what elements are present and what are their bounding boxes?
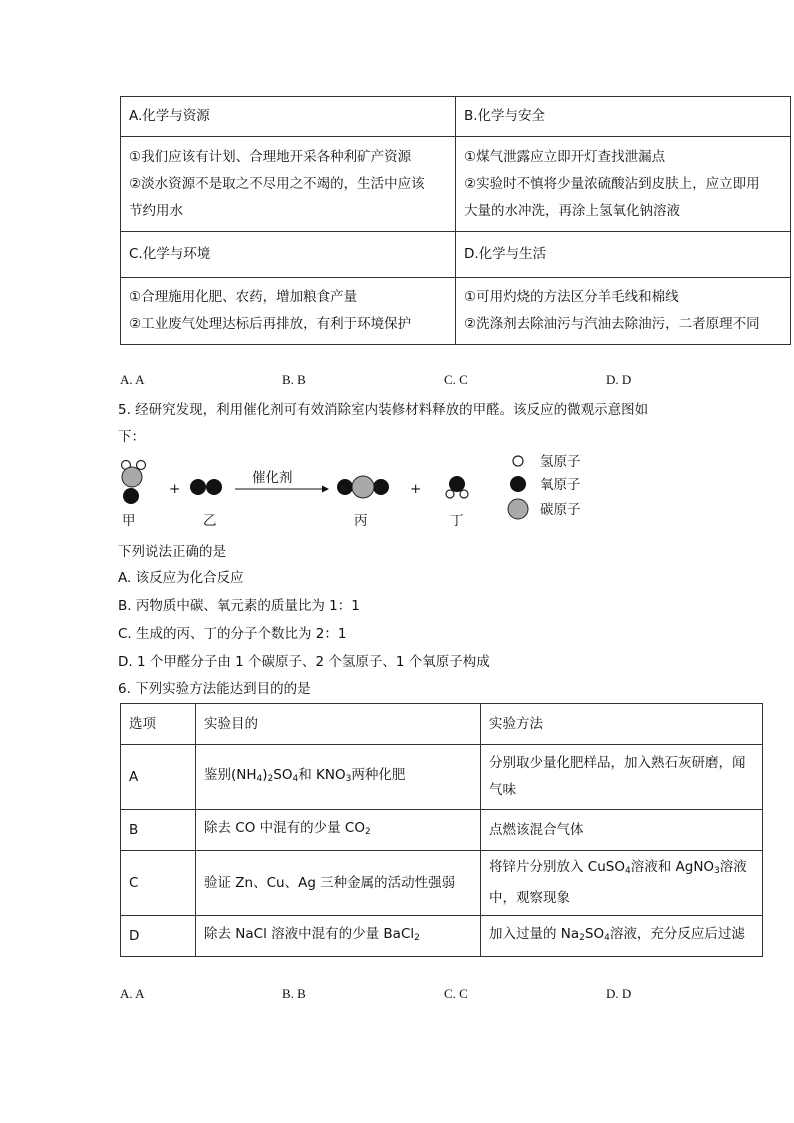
- q5-option-d: D. 1 个甲醛分子由 1 个碳原子、2 个氢原子、1 个氧原子构成: [118, 654, 490, 670]
- q5-option-b: B. 丙物质中碳、氧元素的质量比为 1：1: [118, 598, 360, 614]
- legend-oxygen-label: 氧原子: [540, 477, 581, 493]
- q4-c-line-1: ①合理施用化肥、农药，增加粮食产量: [129, 289, 358, 305]
- q6-row-a-goal: 鉴别$(NH_4)_2SO_4$和 $KNO_3$两种化肥: [196, 745, 481, 810]
- q4-cell-c-title: C.化学与环境: [121, 232, 456, 278]
- q6-choice-a: A. A: [120, 986, 145, 1001]
- q5-prompt: 下列说法正确的是: [118, 544, 226, 560]
- q4-cell-a-title: A.化学与资源: [121, 97, 456, 137]
- q6-row-b-method: 点燃该混合气体: [481, 810, 763, 851]
- table-row: [121, 851, 763, 916]
- q4-d-line-1: ①可用灼烧的方法区分羊毛线和棉线: [464, 289, 679, 305]
- oxygen-legend-icon: [510, 476, 526, 492]
- carbon-atom: [352, 476, 374, 498]
- q4-cell-d-title: D.化学与生活: [456, 232, 791, 278]
- oxygen-atom: [190, 479, 206, 495]
- q4-cell-c-content: [121, 278, 456, 345]
- q4-cell-d-content: [456, 278, 791, 345]
- q6-row-d-goal: 除去 NaCl 溶液中混有的少量 BaCl$_2$: [196, 916, 481, 957]
- q4-cell-a-content: [121, 137, 456, 232]
- q6-stem: 6. 下列实验方法能达到目的的是: [118, 681, 311, 697]
- molecule-jia: [122, 461, 146, 505]
- oxygen-atom: [206, 479, 222, 495]
- q6-row-c-goal: 验证 Zn、Cu、Ag 三种金属的活动性强弱: [196, 851, 481, 916]
- q6-row-c-option: C: [121, 851, 196, 916]
- hydrogen-legend-icon: [513, 456, 523, 466]
- q6-row-d-method: 加入过量的 $Na_2SO_4$溶液，充分反应后过滤: [481, 916, 763, 957]
- hydrogen-atom: [446, 490, 454, 498]
- q4-b-line-1: ①煤气泄露应立即开灯查找泄漏点: [464, 148, 666, 165]
- table-row: [121, 916, 763, 957]
- q4-d-line-2: ②洗涤剂去除油污与汽油去除油污，二者原理不同: [464, 316, 760, 332]
- q4-b-line-3: 大量的水冲洗，再涂上氢氧化钠溶液: [464, 202, 680, 219]
- oxygen-atom: [337, 479, 353, 495]
- q6-choice-b: B. B: [282, 986, 306, 1001]
- q5-stem-line-1: 5. 经研究发现，利用催化剂可有效消除室内装修材料释放的甲醛。该反应的微观示意图如: [118, 402, 649, 418]
- q4-b-line-2: ②实验时不慎将少量浓硫酸沾到皮肤上，应立即用: [464, 175, 760, 192]
- q6-row-a-option: A: [121, 745, 196, 810]
- hydrogen-atom: [137, 461, 146, 470]
- label-bing: 丙: [354, 513, 368, 529]
- q5-option-c: C. 生成的丙、丁的分子个数比为 2：1: [118, 626, 347, 642]
- table-row: [121, 810, 763, 851]
- q6-header-option: 选项: [121, 704, 196, 745]
- label-yi: 乙: [203, 513, 217, 529]
- q4-a-line-3: 节约用水: [129, 202, 183, 219]
- label-jia: 甲: [122, 513, 136, 529]
- plus-sign-1: +: [169, 481, 181, 497]
- q4-choice-b: B. B: [282, 372, 306, 387]
- oxygen-atom: [123, 488, 139, 504]
- atom-legend: [508, 454, 581, 519]
- label-ding: 丁: [450, 513, 464, 529]
- q4-cell-b-title: B.化学与安全: [456, 97, 791, 137]
- q4-c-line-2: ②工业废气处理达标后再排放，有利于环境保护: [129, 316, 412, 332]
- catalyst-label: 催化剂: [252, 470, 293, 486]
- molecule-yi: [190, 479, 222, 495]
- q6-row-b-goal: 除去 CO 中混有的少量 $CO_2$: [196, 810, 481, 851]
- carbon-atom: [122, 467, 142, 487]
- q6-choice-c: C. C: [444, 986, 468, 1001]
- q5-option-a: A. 该反应为化合反应: [118, 570, 244, 586]
- hydrogen-atom: [460, 490, 468, 498]
- oxygen-atom: [449, 476, 465, 492]
- q4-a-line-2: ②淡水资源不是取之不尽用之不竭的，生活中应该: [129, 175, 425, 192]
- legend-hydrogen-label: 氢原子: [540, 454, 581, 470]
- q4-table: [120, 96, 791, 345]
- q6-header-method: 实验方法: [481, 704, 763, 745]
- q4-choice-c: C. C: [444, 372, 468, 387]
- q4-cell-b-content: [456, 137, 791, 232]
- q6-row-c-method: 将锌片分别放入 CuSO$_4$溶液和 AgNO$_3$溶液 中，观察现象: [481, 851, 763, 916]
- q6-row-d-option: D: [121, 916, 196, 957]
- molecule-bing: [337, 476, 389, 498]
- q5-stem-line-2: 下：: [118, 429, 145, 445]
- reaction-diagram: [110, 448, 600, 534]
- oxygen-atom: [373, 479, 389, 495]
- q4-a-line-1: ①我们应该有计划、合理地开采各种利矿产资源: [129, 148, 412, 165]
- q6-row-b-option: B: [121, 810, 196, 851]
- q4-choice-a: A. A: [120, 372, 145, 387]
- molecule-ding: [446, 476, 468, 498]
- q4-choice-d: D. D: [606, 372, 632, 387]
- plus-sign-2: +: [410, 481, 422, 497]
- arrow-head-icon: [322, 486, 329, 493]
- q6-header-goal: 实验目的: [196, 704, 481, 745]
- q6-table: [120, 703, 763, 957]
- q6-choice-d: D. D: [606, 986, 632, 1001]
- table-row: [121, 745, 763, 810]
- q6-row-a-method: 分别取少量化肥样品，加入熟石灰研磨，闻 气味: [481, 745, 763, 810]
- carbon-legend-icon: [508, 499, 528, 519]
- legend-carbon-label: 碳原子: [540, 502, 581, 518]
